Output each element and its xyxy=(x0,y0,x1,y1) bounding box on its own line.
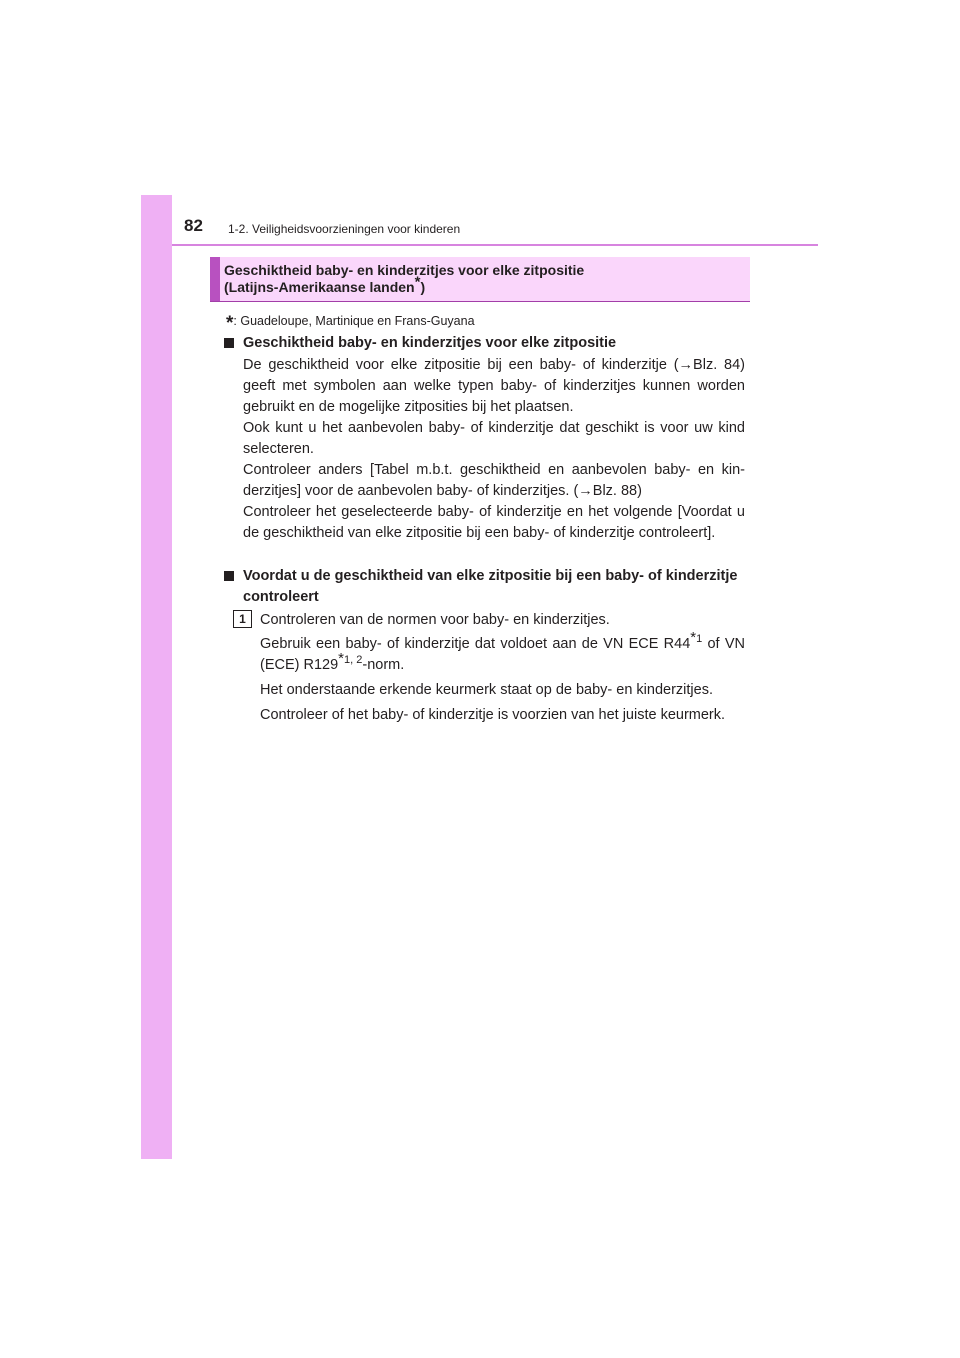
bullet-square-icon xyxy=(224,338,234,348)
ece-ref-2 xyxy=(338,650,363,668)
step-1 xyxy=(233,610,745,631)
footnote-star: * xyxy=(226,313,234,334)
ece-ref-1 xyxy=(690,629,703,647)
page-number: 82 xyxy=(184,216,203,235)
section-title-line2: (Latijns-Amerikaanse landen xyxy=(224,279,415,295)
sub-heading-before-checking xyxy=(224,566,748,608)
ece-text-start: Gebruik een baby- of kinderzitje dat voldoet aan de VN ECE R44 xyxy=(260,636,691,652)
bullet-square-icon xyxy=(224,571,234,581)
step-number-badge: 1 xyxy=(233,610,252,628)
section-title xyxy=(224,262,744,296)
sub-heading-suitability xyxy=(224,333,748,354)
section-accent-bar xyxy=(210,257,220,301)
sub-heading-text: Voordat u de geschiktheid van elke zitpositie bij een baby- of kinderzitje controleert xyxy=(243,568,738,605)
ece-text-end: -norm. xyxy=(362,657,405,673)
paragraph-recommended: Ook kunt u het aanbevolen baby- of kinderzitje dat geschikt is voor uw kind selecteren. xyxy=(243,420,745,457)
ece-ref-2-number: 1, 2 xyxy=(344,654,363,667)
ece-ref-1-star: * xyxy=(690,629,697,647)
step-text: Controleren van de normen voor baby- en kinderzitjes. xyxy=(260,612,610,628)
chapter-title: 1-2. Veiligheidsvoorzieningen voor kinderen xyxy=(228,222,461,236)
footnote xyxy=(226,309,475,334)
paragraph-approval-mark: Het onderstaande erkende keurmerk staat op de baby- en kinderzitjes. xyxy=(260,682,713,698)
section-title-star: * xyxy=(414,273,421,291)
paragraph-suitability: De geschiktheid voor elke zitpositie bij een baby- of kinderzitje (→Blz. 84) geeft met symbolen aan welke typen baby- of kinderzitjes kunnen worden gebruikt en de mogelijke zitposities bij het plaatsen. xyxy=(243,357,745,415)
section-title-line1: Geschiktheid baby- en kinderzitjes voor elke zitpositie xyxy=(224,262,585,278)
paragraph-check-mark: Controleer of het baby- of kinderzitje is voorzien van het juiste keurmerk. xyxy=(260,707,726,723)
ece-ref-1-number: 1 xyxy=(696,633,703,646)
ece-text-mid: of VN (ECE) R129 xyxy=(260,636,745,673)
footnote-text: : Guadeloupe, Martinique en Frans-Guyana xyxy=(233,314,475,328)
section-title-close: ) xyxy=(420,279,426,295)
section-heading-box xyxy=(210,257,750,302)
ece-ref-2-star: * xyxy=(338,650,345,668)
sub-heading-text: Geschiktheid baby- en kinderzitjes voor elke zitpositie xyxy=(243,335,617,351)
paragraph-check-selected: Controleer het geselecteerde baby- of kinderzitje en het volgende [Voordat u de geschiktheid van elke zitpositie bij een baby- of kinderzitje controleert]. xyxy=(243,504,745,541)
side-tab-bar xyxy=(141,195,172,1159)
paragraph-table-reference: Controleer anders [Tabel m.b.t. geschiktheid en aanbevolen baby- en kinderzitjes] voor de aanbevolen baby- of kinderzitjes. (→Blz. 88) xyxy=(243,462,745,499)
header-divider xyxy=(172,244,818,246)
paragraph-ece-standard xyxy=(260,629,745,676)
